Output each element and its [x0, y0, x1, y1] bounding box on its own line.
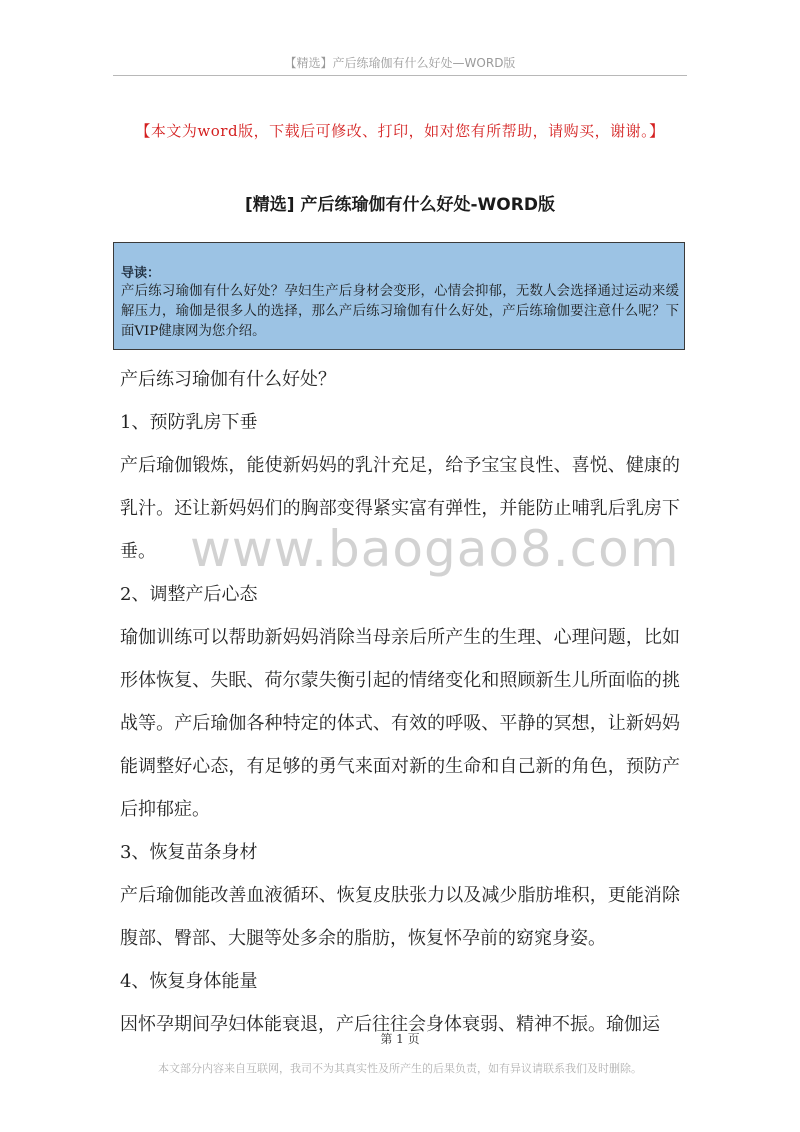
download-notice: 【本文为word版，下载后可修改、打印，如对您有所帮助，请购买，谢谢。】 — [135, 122, 665, 140]
header-divider — [113, 75, 687, 76]
guide-box — [113, 242, 685, 350]
guide-text: 产后练习瑜伽有什么好处？孕妇生产后身材会变形，心情会抑郁，无数人会选择通过运动来缓解压力，瑜伽是很多人的选择，那么产后练习瑜伽有什么好处，产后练瑜伽要注意什么呢？下面VIP健康网为您介绍。 — [121, 284, 679, 339]
heading-4: 4、恢复身体能量 — [120, 971, 258, 992]
heading-1: 1、预防乳房下垂 — [120, 412, 258, 433]
paragraph-1: 产后瑜伽锻炼，能使新妈妈的乳汁充足，给予宝宝良性、喜悦、健康的乳汁。还让新妈妈们的胸部变得紧实富有弹性，并能防止哺乳后乳房下垂。 — [120, 455, 680, 562]
page-header: 【精选】产后练瑜伽有什么好处—WORD版 — [284, 56, 516, 70]
footer-disclaimer: 本文部分内容来自互联网，我司不为其真实性及所产生的后果负责，如有异议请联系我们及时删除。 — [158, 1062, 642, 1075]
watermark: www.baogao8.com — [190, 520, 680, 578]
document-title: [精选] 产后练瑜伽有什么好处-WORD版 — [245, 195, 555, 215]
document-body — [120, 358, 680, 1046]
heading-2: 2、调整产后心态 — [120, 584, 258, 605]
paragraph-2: 瑜伽训练可以帮助新妈妈消除当母亲后所产生的生理、心理问题，比如形体恢复、失眠、荷尔蒙失衡引起的情绪变化和照顾新生儿所面临的挑战等。产后瑜伽各种特定的体式、有效的呼吸、平静的冥想，让新妈妈能调整好心态，有足够的勇气来面对新的生命和自己新的角色，预防产后抑郁症。 — [120, 627, 680, 820]
guide-label: 导读： — [121, 266, 161, 281]
paragraph-4: 因怀孕期间孕妇体能衰退，产后往往会身体衰弱、精神不振。瑜伽运 — [120, 1014, 660, 1035]
page-number: 第 1 页 — [380, 1032, 420, 1046]
paragraph-3: 产后瑜伽能改善血液循环、恢复皮肤张力以及减少脂肪堆积，更能消除腹部、臀部、大腿等处多余的脂肪，恢复怀孕前的窈窕身姿。 — [120, 885, 680, 949]
section-question: 产后练习瑜伽有什么好处？ — [120, 369, 336, 390]
heading-3: 3、恢复苗条身材 — [120, 842, 258, 863]
